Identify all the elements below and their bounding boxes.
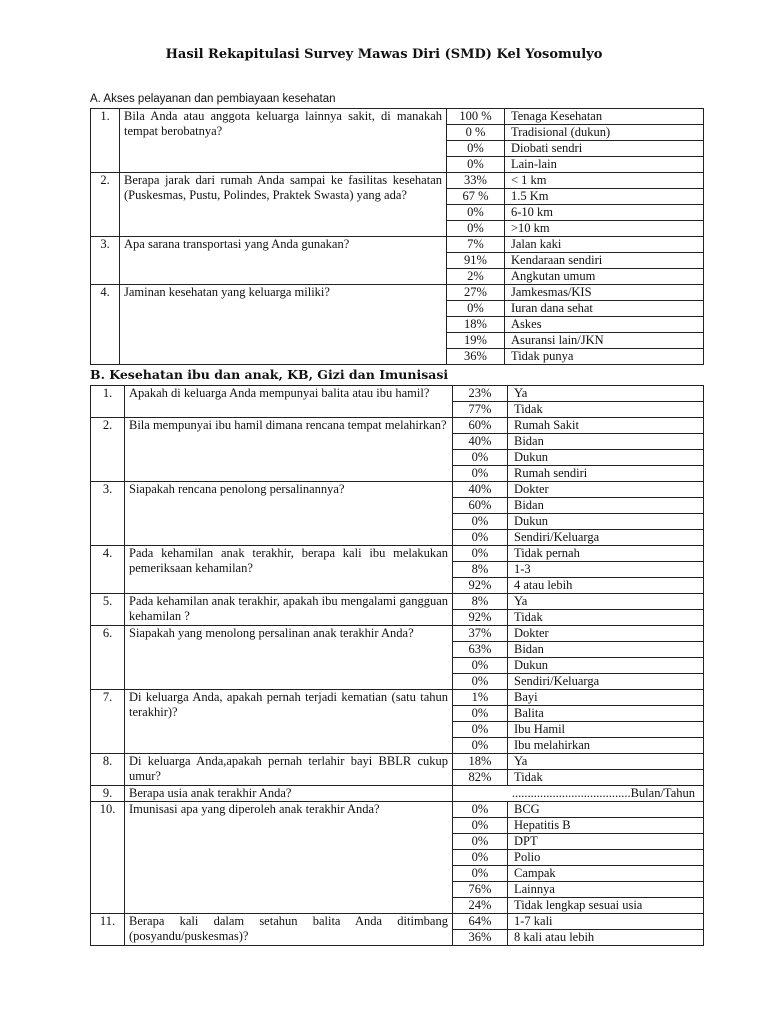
- question-text: Bila mempunyai ibu hamil dimana rencana tempat melahirkan?: [125, 418, 453, 482]
- answer-option: Campak: [508, 866, 704, 882]
- question-number: 9.: [91, 786, 125, 802]
- answer-percentage: 0%: [453, 802, 508, 818]
- section-b-body: [91, 386, 704, 946]
- question-text: Pada kehamilan anak terakhir, apakah ibu mengalami gangguan kehamilan ?: [125, 594, 453, 626]
- table-row: [91, 109, 704, 125]
- answer-option: Lainnya: [508, 882, 704, 898]
- question-number: 4.: [91, 546, 125, 594]
- answer-option: Bidan: [508, 498, 704, 514]
- answer-option: Tidak: [508, 610, 704, 626]
- answer-option: < 1 km: [505, 173, 704, 189]
- answer-percentage: 91%: [447, 253, 505, 269]
- question-text: Berapa usia anak terakhir Anda?: [125, 786, 453, 802]
- answer-percentage: 8%: [453, 594, 508, 610]
- answer-option: >10 km: [505, 221, 704, 237]
- answer-percentage: 0%: [453, 866, 508, 882]
- question-text: Apakah di keluarga Anda mempunyai balita atau ibu hamil?: [125, 386, 453, 418]
- question-text: Pada kehamilan anak terakhir, berapa kali ibu melakukan pemeriksaan kehamilan?: [125, 546, 453, 594]
- question-text: Siapakah rencana penolong persalinannya?: [125, 482, 453, 546]
- table-row: [91, 690, 704, 706]
- answer-option: Hepatitis B: [508, 818, 704, 834]
- answer-option: 1.5 Km: [505, 189, 704, 205]
- section-a-body: [91, 109, 704, 365]
- question-number: 1.: [91, 109, 120, 173]
- table-row: [91, 173, 704, 189]
- section-a-table: [90, 108, 704, 365]
- answer-option: Ya: [508, 386, 704, 402]
- answer-option: Tradisional (dukun): [505, 125, 704, 141]
- answer-percentage: 27%: [447, 285, 505, 301]
- answer-percentage: 0%: [453, 706, 508, 722]
- answer-percentage: 0%: [453, 738, 508, 754]
- answer-percentage: 100 %: [447, 109, 505, 125]
- table-row: [91, 546, 704, 562]
- question-text: Imunisasi apa yang diperoleh anak terakhir Anda?: [125, 802, 453, 914]
- answer-percentage: 0%: [447, 301, 505, 317]
- answer-percentage: 0%: [453, 850, 508, 866]
- question-text: Siapakah yang menolong persalinan anak terakhir Anda?: [125, 626, 453, 690]
- answer-option: 6-10 km: [505, 205, 704, 221]
- answer-percentage: 0%: [453, 722, 508, 738]
- answer-option: 8 kali atau lebih: [508, 930, 704, 946]
- question-number: 2.: [91, 418, 125, 482]
- answer-percentage: 0%: [447, 205, 505, 221]
- answer-option: Kendaraan sendiri: [505, 253, 704, 269]
- answer-option: Balita: [508, 706, 704, 722]
- answer-percentage: 18%: [447, 317, 505, 333]
- question-text: Berapa jarak dari rumah Anda sampai ke fasilitas kesehatan (Puskesmas, Pustu, Polindes, Praktek Swasta) yang ada?: [120, 173, 447, 237]
- answer-option: Rumah sendiri: [508, 466, 704, 482]
- answer-option: Jamkesmas/KIS: [505, 285, 704, 301]
- answer-percentage: 60%: [453, 498, 508, 514]
- question-number: 3.: [91, 237, 120, 285]
- answer-option: Asuransi lain/JKN: [505, 333, 704, 349]
- table-row: [91, 237, 704, 253]
- answer-percentage: 64%: [453, 914, 508, 930]
- answer-option: Diobati sendri: [505, 141, 704, 157]
- answer-option: Tidak lengkap sesuai usia: [508, 898, 704, 914]
- table-row: [91, 754, 704, 770]
- answer-percentage: 63%: [453, 642, 508, 658]
- answer-percentage: 8%: [453, 562, 508, 578]
- answer-option: Tidak: [508, 770, 704, 786]
- answer-percentage: 0%: [453, 658, 508, 674]
- answer-option: Ya: [508, 594, 704, 610]
- answer-percentage: 40%: [453, 434, 508, 450]
- question-text: Jaminan kesehatan yang keluarga miliki?: [120, 285, 447, 365]
- answer-fill-line: ......................................Bulan/Tahun: [453, 786, 704, 802]
- answer-option: Bayi: [508, 690, 704, 706]
- question-number: 4.: [91, 285, 120, 365]
- answer-option: Dokter: [508, 626, 704, 642]
- answer-option: DPT: [508, 834, 704, 850]
- answer-option: Dukun: [508, 450, 704, 466]
- question-number: 8.: [91, 754, 125, 786]
- answer-percentage: 0%: [453, 450, 508, 466]
- table-row: [91, 285, 704, 301]
- answer-option: Bidan: [508, 642, 704, 658]
- answer-percentage: 0%: [447, 141, 505, 157]
- answer-option: Tidak punya: [505, 349, 704, 365]
- answer-percentage: 23%: [453, 386, 508, 402]
- answer-percentage: 0%: [453, 818, 508, 834]
- question-number: 3.: [91, 482, 125, 546]
- answer-option: Ibu Hamil: [508, 722, 704, 738]
- answer-percentage: 92%: [453, 578, 508, 594]
- answer-option: Lain-lain: [505, 157, 704, 173]
- answer-option: Iuran dana sehat: [505, 301, 704, 317]
- answer-option: Tenaga Kesehatan: [505, 109, 704, 125]
- answer-percentage: 36%: [447, 349, 505, 365]
- question-text: Di keluarga Anda, apakah pernah terjadi kematian (satu tahun terakhir)?: [125, 690, 453, 754]
- answer-option: Tidak: [508, 402, 704, 418]
- answer-percentage: 40%: [453, 482, 508, 498]
- answer-percentage: 0%: [453, 466, 508, 482]
- question-text: Apa sarana transportasi yang Anda gunakan?: [120, 237, 447, 285]
- question-text: Bila Anda atau anggota keluarga lainnya sakit, di manakah tempat berobatnya?: [120, 109, 447, 173]
- answer-option: 4 atau lebih: [508, 578, 704, 594]
- answer-option: Rumah Sakit: [508, 418, 704, 434]
- answer-percentage: 77%: [453, 402, 508, 418]
- table-row: [91, 594, 704, 610]
- section-a-title: A. Akses pelayanan dan pembiayaan kesehatan: [90, 93, 336, 105]
- table-row: [91, 786, 704, 802]
- question-number: 5.: [91, 594, 125, 626]
- table-row: [91, 418, 704, 434]
- answer-percentage: 0%: [453, 530, 508, 546]
- answer-percentage: 37%: [453, 626, 508, 642]
- answer-percentage: 0%: [447, 221, 505, 237]
- answer-option: Ya: [508, 754, 704, 770]
- answer-percentage: 92%: [453, 610, 508, 626]
- question-number: 1.: [91, 386, 125, 418]
- question-number: 6.: [91, 626, 125, 690]
- document-title: Hasil Rekapitulasi Survey Mawas Diri (SMD) Kel Yosomulyo: [165, 47, 603, 62]
- answer-percentage: 67 %: [447, 189, 505, 205]
- question-number: 7.: [91, 690, 125, 754]
- answer-percentage: 1%: [453, 690, 508, 706]
- answer-percentage: 19%: [447, 333, 505, 349]
- answer-percentage: 7%: [447, 237, 505, 253]
- answer-option: 1-7 kali: [508, 914, 704, 930]
- answer-percentage: 2%: [447, 269, 505, 285]
- answer-option: Askes: [505, 317, 704, 333]
- answer-option: Tidak pernah: [508, 546, 704, 562]
- table-row: [91, 386, 704, 402]
- answer-option: Polio: [508, 850, 704, 866]
- answer-percentage: 18%: [453, 754, 508, 770]
- answer-option: Sendiri/Keluarga: [508, 530, 704, 546]
- answer-percentage: 82%: [453, 770, 508, 786]
- question-text: Di keluarga Anda,apakah pernah terlahir bayi BBLR cukup umur?: [125, 754, 453, 786]
- answer-percentage: 0%: [447, 157, 505, 173]
- table-row: [91, 914, 704, 930]
- answer-percentage: 0 %: [447, 125, 505, 141]
- answer-option: Dokter: [508, 482, 704, 498]
- section-b-title: B. Kesehatan ibu dan anak, KB, Gizi dan Imunisasi: [90, 367, 449, 382]
- table-row: [91, 482, 704, 498]
- question-number: 11.: [91, 914, 125, 946]
- answer-option: BCG: [508, 802, 704, 818]
- answer-percentage: 0%: [453, 834, 508, 850]
- answer-percentage: 36%: [453, 930, 508, 946]
- answer-option: Bidan: [508, 434, 704, 450]
- answer-percentage: 0%: [453, 546, 508, 562]
- answer-percentage: 60%: [453, 418, 508, 434]
- answer-option: Ibu melahirkan: [508, 738, 704, 754]
- answer-option: Jalan kaki: [505, 237, 704, 253]
- answer-percentage: 0%: [453, 514, 508, 530]
- answer-percentage: 33%: [447, 173, 505, 189]
- question-text: Berapa kali dalam setahun balita Anda ditimbang (posyandu/puskesmas)?: [125, 914, 453, 946]
- answer-option: Sendiri/Keluarga: [508, 674, 704, 690]
- question-number: 10.: [91, 802, 125, 914]
- answer-percentage: 0%: [453, 674, 508, 690]
- question-number: 2.: [91, 173, 120, 237]
- answer-percentage: 76%: [453, 882, 508, 898]
- answer-percentage: 24%: [453, 898, 508, 914]
- answer-option: 1-3: [508, 562, 704, 578]
- table-row: [91, 626, 704, 642]
- answer-option: Angkutan umum: [505, 269, 704, 285]
- table-row: [91, 802, 704, 818]
- section-b-table: [90, 385, 704, 946]
- answer-option: Dukun: [508, 658, 704, 674]
- answer-option: Dukun: [508, 514, 704, 530]
